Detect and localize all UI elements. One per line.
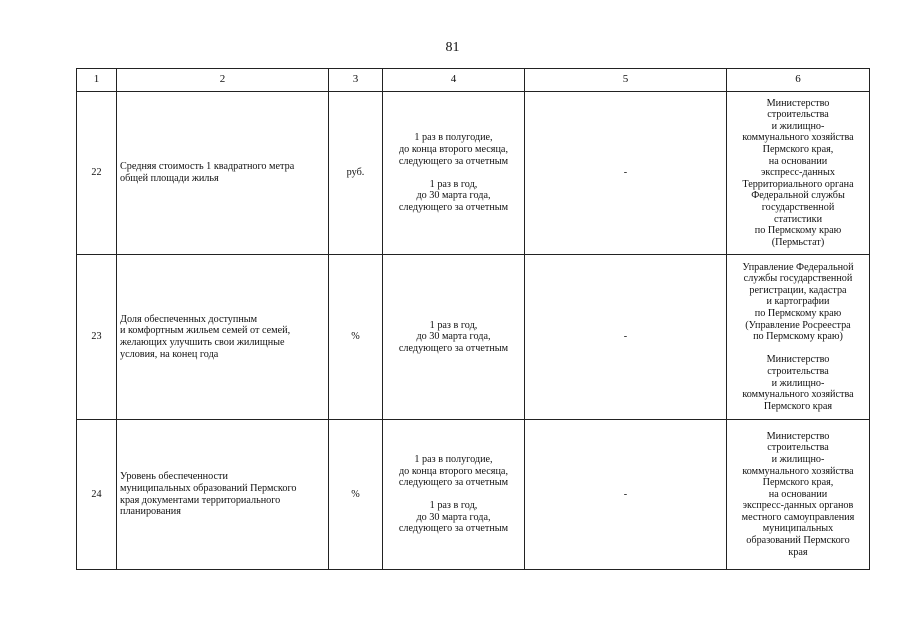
text-line: Управление Федеральной — [742, 261, 854, 273]
text-line: следующего за отчетным — [398, 155, 509, 167]
text-line: Федеральной службы — [751, 190, 845, 202]
text-line: по Пермскому краю — [754, 308, 842, 320]
header-col-6: 6 — [727, 69, 870, 92]
text-line: службы государственной — [743, 273, 853, 285]
text-line: следующего за отчетным — [398, 201, 509, 213]
text-line: Территориального органа — [742, 178, 854, 190]
text-line: по Пермскому краю — [754, 225, 842, 237]
indicator-name — [117, 255, 329, 420]
reporting-period — [383, 92, 525, 255]
header-col-3: 3 — [329, 69, 383, 92]
text-line: государственной — [761, 201, 835, 213]
text-line: (Пермьстат) — [771, 236, 825, 248]
text-line: 1 раз в год, — [429, 500, 478, 512]
text-line: Средняя стоимость 1 квадратного метра — [120, 161, 295, 173]
text-line: Пермского края, — [762, 144, 834, 156]
text-line: до конца второго месяца, — [399, 144, 508, 156]
text-line: и комфортным жильем семей от семей, — [120, 325, 291, 337]
text-line: 1 раз в год, — [429, 319, 478, 331]
text-line: строительства — [767, 109, 829, 121]
header-col-1: 1 — [77, 69, 117, 92]
text-line: Министерство — [766, 430, 830, 442]
text-line: края документами территориального — [120, 494, 281, 506]
indicators-table — [76, 68, 870, 570]
text-line: и жилищно- — [771, 453, 825, 465]
text-line: и картографии — [766, 296, 830, 308]
text-line: Министерство — [766, 354, 830, 366]
table-row — [77, 255, 870, 420]
text-line: экспресс-данных — [761, 167, 835, 179]
text-line: по Пермскому краю) — [753, 331, 843, 343]
text-line: коммунального хозяйства — [742, 465, 854, 477]
page-number: 81 — [445, 40, 460, 55]
text-line: регистрации, кадастра — [749, 284, 847, 296]
text-line: следующего за отчетным — [398, 342, 509, 354]
line-gap — [386, 167, 521, 179]
text-line: 1 раз в полугодие, — [414, 453, 493, 465]
header-col-5: 5 — [525, 69, 727, 92]
text-line: до 30 марта года, — [416, 190, 491, 202]
text-line: и жилищно- — [771, 377, 825, 389]
text-line: образований Пермского — [746, 535, 850, 547]
text-line: (Управление Росреестра — [745, 319, 851, 331]
text-line: до 30 марта года, — [416, 511, 491, 523]
row-number: 23 — [77, 255, 117, 420]
text-line: Доля обеспеченных доступным — [120, 313, 258, 325]
text-line: до конца второго месяца, — [399, 465, 508, 477]
data-source — [727, 420, 870, 570]
text-line: следующего за отчетным — [398, 477, 509, 489]
text-line: Министерство — [766, 97, 830, 109]
column-5-value: - — [525, 255, 727, 420]
text-line: экспресс-данных органов — [742, 500, 854, 512]
table-row — [77, 92, 870, 255]
text-line: местного самоуправления — [741, 511, 855, 523]
text-line: общей площади жилья — [120, 173, 219, 184]
text-line: Уровень обеспеченности — [120, 471, 228, 483]
text-line: условия, на конец года — [120, 348, 219, 360]
line-gap — [730, 343, 866, 355]
unit-of-measure: % — [329, 255, 383, 420]
text-line: до 30 марта года, — [416, 331, 491, 343]
text-line: желающих улучшить свои жилищные — [120, 337, 285, 348]
text-line: строительства — [767, 442, 829, 454]
unit-of-measure: руб. — [329, 92, 383, 255]
row-number: 22 — [77, 92, 117, 255]
text-line: коммунального хозяйства — [742, 132, 854, 144]
text-line: на основании — [768, 155, 828, 167]
indicator-name — [117, 92, 329, 255]
text-line: муниципальных — [762, 523, 834, 535]
text-line: 1 раз в полугодие, — [414, 132, 493, 144]
table-row — [77, 420, 870, 570]
row-number: 24 — [77, 420, 117, 570]
data-source — [727, 255, 870, 420]
text-line: коммунального хозяйства — [742, 389, 854, 401]
text-line: статистики — [773, 213, 823, 225]
header-row — [77, 69, 870, 92]
line-gap — [386, 489, 521, 501]
text-line: края — [788, 546, 808, 558]
indicator-name — [117, 420, 329, 570]
text-line: планирования — [120, 506, 181, 518]
text-line: Пермского края — [763, 400, 833, 412]
column-5-value: - — [525, 92, 727, 255]
text-line: и жилищно- — [771, 120, 825, 132]
header-col-2: 2 — [117, 69, 329, 92]
unit-of-measure: % — [329, 420, 383, 570]
data-source — [727, 92, 870, 255]
text-line: муниципальных образований Пермского — [120, 482, 297, 494]
reporting-period — [383, 255, 525, 420]
text-line: на основании — [768, 488, 828, 500]
header-col-4: 4 — [383, 69, 525, 92]
column-5-value: - — [525, 420, 727, 570]
text-line: следующего за отчетным — [398, 523, 509, 535]
text-line: строительства — [767, 365, 829, 377]
text-line: 1 раз в год, — [429, 178, 478, 190]
text-line: Пермского края, — [762, 477, 834, 489]
reporting-period — [383, 420, 525, 570]
